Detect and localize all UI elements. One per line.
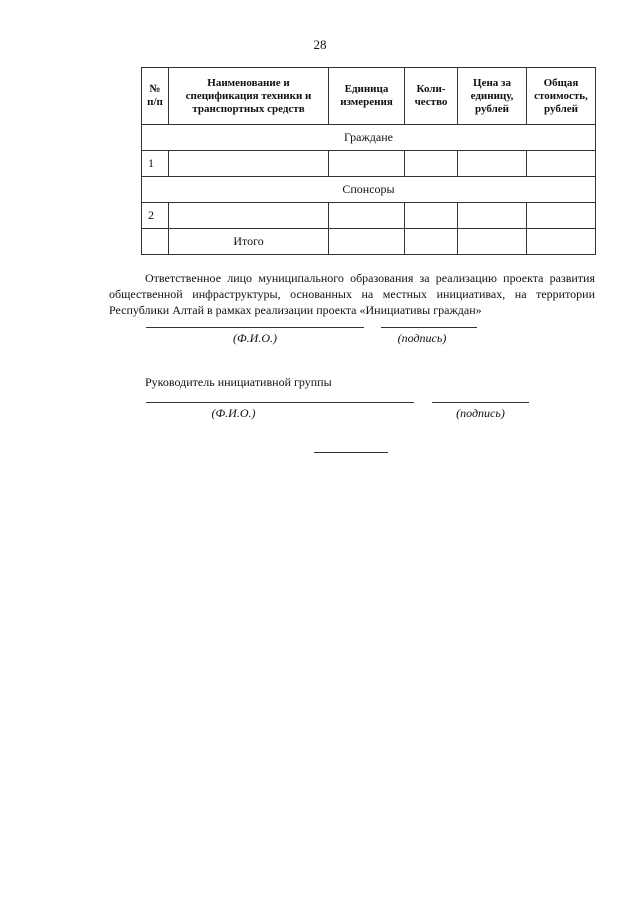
- row-number: 1: [142, 151, 169, 177]
- leader-label: Руководитель инициативной группы: [145, 375, 332, 389]
- table-row: [142, 203, 596, 229]
- responsible-signature-line: [381, 327, 477, 328]
- total-number-cell: [142, 229, 169, 255]
- leader-fio-caption: (Ф.И.О.): [211, 406, 256, 420]
- table-header-row: [142, 68, 596, 125]
- section-sponsors-label: Спонсоры: [142, 177, 596, 203]
- responsible-person-text: Ответственное лицо муниципального образования за реализацию проекта развития общественной инфраструктуры, основанных на местных инициативах, на территории Республики Алтай в рамках реализации проекта «Инициативы граждан»: [109, 271, 595, 317]
- cell-name: [169, 151, 329, 177]
- leader-signature-caption: (подпись): [456, 406, 505, 420]
- section-citizens-row: [142, 125, 596, 151]
- total-unit-cell: [329, 229, 405, 255]
- total-label: Итого: [169, 229, 329, 255]
- cell-name: [169, 203, 329, 229]
- cell-quantity: [405, 203, 458, 229]
- cell-quantity: [405, 151, 458, 177]
- equipment-table: [141, 67, 596, 255]
- cell-unit-price: [458, 203, 527, 229]
- cell-total-cost: [527, 151, 596, 177]
- row-number: 2: [142, 203, 169, 229]
- responsible-fio-caption: (Ф.И.О.): [233, 331, 277, 345]
- header-name: Наименование и спецификация техники и транспортных средств: [169, 68, 329, 125]
- header-quantity: Коли-чество: [405, 68, 458, 125]
- responsible-fio-line: [146, 327, 364, 328]
- responsible-signature-caption: (подпись): [397, 331, 447, 345]
- end-divider: [314, 452, 388, 453]
- header-unit-price: Цена за единицу, рублей: [458, 68, 527, 125]
- cell-unit-price: [458, 151, 527, 177]
- total-row: [142, 229, 596, 255]
- cell-total-cost: [527, 203, 596, 229]
- section-sponsors-row: [142, 177, 596, 203]
- total-cost-cell: [527, 229, 596, 255]
- cell-unit: [329, 151, 405, 177]
- leader-signature-line: [432, 402, 529, 403]
- leader-fio-line: [146, 402, 414, 403]
- header-number: № п/п: [142, 68, 169, 125]
- table-row: [142, 151, 596, 177]
- section-citizens-label: Граждане: [142, 125, 596, 151]
- header-unit: Единица измерения: [329, 68, 405, 125]
- cell-unit: [329, 203, 405, 229]
- page-number: 28: [313, 37, 327, 52]
- total-price-cell: [458, 229, 527, 255]
- header-total-cost: Общая стоимость, рублей: [527, 68, 596, 125]
- total-quantity-cell: [405, 229, 458, 255]
